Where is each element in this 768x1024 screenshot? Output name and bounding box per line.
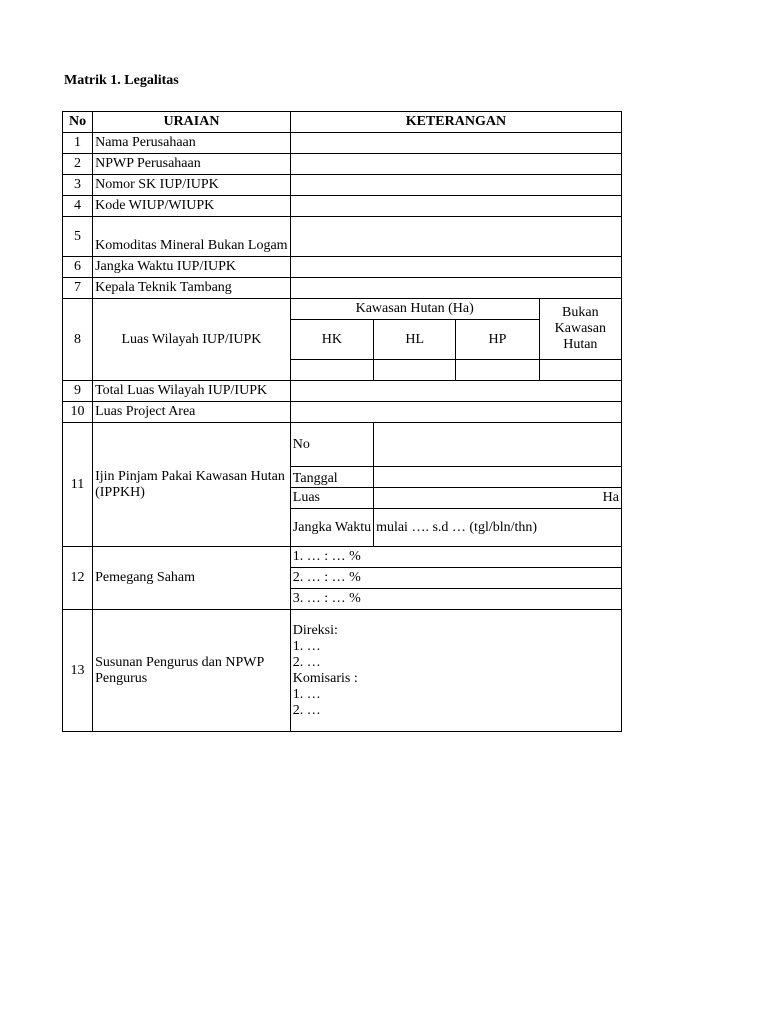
table-row-luas-wilayah bbox=[63, 299, 622, 320]
row-number: 13 bbox=[63, 610, 93, 732]
direksi-item: 2. … bbox=[292, 654, 321, 670]
table-row bbox=[63, 133, 622, 154]
bukan-kawasan-line: Kawasan bbox=[554, 321, 606, 336]
header-uraian: URAIAN bbox=[93, 112, 291, 133]
table-row-susunan-pengurus bbox=[63, 610, 622, 732]
ippkh-tanggal-label: Tanggal bbox=[290, 467, 373, 488]
bukan-kawasan-hutan-header bbox=[539, 299, 621, 360]
table-row bbox=[63, 154, 622, 175]
hp-value-cell bbox=[456, 360, 539, 381]
hk-value-cell bbox=[290, 360, 373, 381]
row-number: 9 bbox=[63, 381, 93, 402]
table-row bbox=[63, 278, 622, 299]
row-keterangan-cell bbox=[290, 175, 621, 196]
row-uraian: Kode WIUP/WIUPK bbox=[93, 196, 291, 217]
row-uraian: Nama Perusahaan bbox=[93, 133, 291, 154]
table-row-ippkh bbox=[63, 423, 622, 467]
row-number: 3 bbox=[63, 175, 93, 196]
row-number: 5 bbox=[63, 217, 93, 257]
table-row bbox=[63, 381, 622, 402]
ippkh-no-label: No bbox=[290, 423, 373, 467]
ippkh-tanggal-value bbox=[374, 467, 622, 488]
table-header-row bbox=[63, 112, 622, 133]
row-uraian: NPWP Perusahaan bbox=[93, 154, 291, 175]
row-keterangan-cell bbox=[290, 133, 621, 154]
hk-header: HK bbox=[290, 320, 373, 360]
row-number: 11 bbox=[63, 423, 93, 547]
row-number: 1 bbox=[63, 133, 93, 154]
table-row bbox=[63, 217, 622, 257]
row-uraian: Kepala Teknik Tambang bbox=[93, 278, 291, 299]
ippkh-luas-unit: Ha bbox=[374, 488, 622, 509]
row-uraian: Pemegang Saham bbox=[93, 547, 291, 610]
row-number: 4 bbox=[63, 196, 93, 217]
komisaris-label: Komisaris : bbox=[292, 670, 358, 686]
row-uraian: Jangka Waktu IUP/IUPK bbox=[93, 257, 291, 278]
table-row bbox=[63, 402, 622, 423]
header-keterangan: KETERANGAN bbox=[290, 112, 621, 133]
row-number: 6 bbox=[63, 257, 93, 278]
row-keterangan-cell bbox=[290, 217, 621, 257]
row-number: 8 bbox=[63, 299, 93, 381]
saham-item: 2. … : … % bbox=[290, 568, 621, 589]
pengurus-cell bbox=[290, 610, 621, 732]
row-keterangan-cell bbox=[290, 154, 621, 175]
hl-value-cell bbox=[374, 360, 456, 381]
row-number: 10 bbox=[63, 402, 93, 423]
komisaris-item: 2. … bbox=[292, 702, 321, 718]
row-keterangan-cell bbox=[290, 278, 621, 299]
legalitas-table bbox=[62, 111, 622, 732]
bukan-kawasan-line: Bukan bbox=[562, 305, 599, 320]
header-no: No bbox=[63, 112, 93, 133]
document-title: Matrik 1. Legalitas bbox=[64, 73, 179, 88]
row-uraian: Luas Wilayah IUP/IUPK bbox=[93, 299, 291, 381]
row-uraian: Total Luas Wilayah IUP/IUPK bbox=[93, 381, 291, 402]
row-keterangan-cell bbox=[290, 196, 621, 217]
kawasan-hutan-header: Kawasan Hutan (Ha) bbox=[290, 299, 539, 320]
bukan-kawasan-value-cell bbox=[539, 360, 621, 381]
row-number: 7 bbox=[63, 278, 93, 299]
ippkh-jangka-label: Jangka Waktu bbox=[290, 509, 373, 547]
row-keterangan-cell bbox=[290, 402, 621, 423]
table-row bbox=[63, 257, 622, 278]
hl-header: HL bbox=[374, 320, 456, 360]
row-keterangan-cell bbox=[290, 381, 621, 402]
ippkh-luas-label: Luas bbox=[290, 488, 373, 509]
direksi-item: 1. … bbox=[292, 638, 321, 654]
ippkh-no-value bbox=[374, 423, 622, 467]
table-row bbox=[63, 196, 622, 217]
direksi-label: Direksi: bbox=[292, 622, 338, 638]
hp-header: HP bbox=[456, 320, 539, 360]
bukan-kawasan-line: Hutan bbox=[563, 337, 598, 352]
table-row bbox=[63, 175, 622, 196]
row-number: 12 bbox=[63, 547, 93, 610]
saham-item: 3. … : … % bbox=[290, 589, 621, 610]
komisaris-item: 1. … bbox=[292, 686, 321, 702]
saham-item: 1. … : … % bbox=[290, 547, 621, 568]
table-row-pemegang-saham bbox=[63, 547, 622, 568]
row-uraian: Nomor SK IUP/IUPK bbox=[93, 175, 291, 196]
row-keterangan-cell bbox=[290, 257, 621, 278]
row-uraian: Ijin Pinjam Pakai Kawasan Hutan (IPPKH) bbox=[93, 423, 291, 547]
row-uraian: Luas Project Area bbox=[93, 402, 291, 423]
ippkh-jangka-value: mulai …. s.d … (tgl/bln/thn) bbox=[374, 509, 622, 547]
row-uraian: Komoditas Mineral Bukan Logam bbox=[93, 217, 291, 257]
row-uraian: Susunan Pengurus dan NPWP Pengurus bbox=[93, 610, 291, 732]
row-number: 2 bbox=[63, 154, 93, 175]
